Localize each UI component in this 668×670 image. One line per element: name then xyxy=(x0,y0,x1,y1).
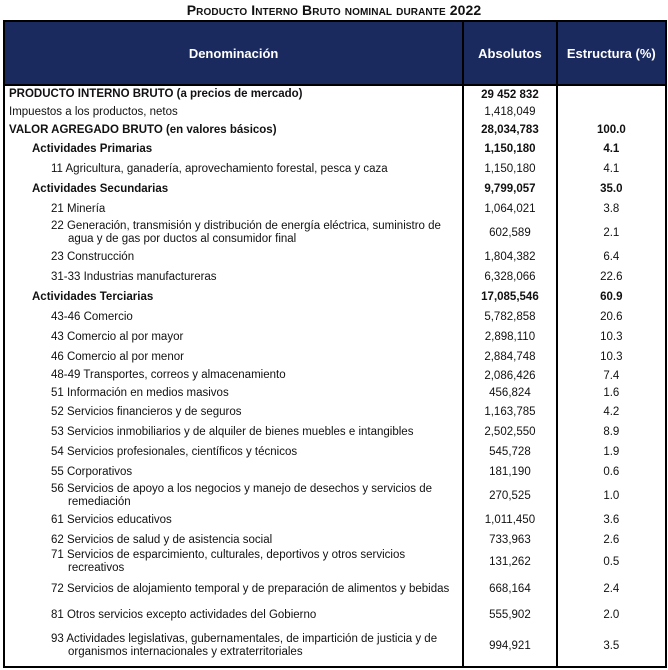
row-estructura: 3.8 xyxy=(556,199,665,219)
row-label: 43-46 Comercio xyxy=(51,310,133,323)
row-absolutos: 1,064,021 xyxy=(462,199,555,219)
row-label: Impuestos a los productos, netos xyxy=(9,105,178,118)
table-row xyxy=(5,367,665,384)
row-estructura: 1.6 xyxy=(556,384,665,402)
table-row xyxy=(5,327,665,347)
row-absolutos: 270,525 xyxy=(462,482,555,510)
row-label: 56 Servicios de apoyo a los negocios y manejo de desechos y servicios de remediación xyxy=(51,483,432,508)
row-absolutos: 29 452 832 xyxy=(462,86,555,103)
row-estructura: 4.2 xyxy=(556,402,665,422)
table-header xyxy=(5,22,665,86)
row-label-cell xyxy=(5,199,462,219)
row-absolutos: 602,589 xyxy=(462,219,555,247)
table-row xyxy=(5,604,665,626)
row-absolutos: 1,150,180 xyxy=(462,139,555,159)
row-label: 51 Información en medios masivos xyxy=(51,386,229,399)
row-estructura: 10.3 xyxy=(556,347,665,367)
table-row xyxy=(5,442,665,462)
row-absolutos: 1,011,450 xyxy=(462,510,555,530)
header-absolutos: Absolutos xyxy=(462,22,555,84)
row-label-cell xyxy=(5,462,462,482)
row-absolutos: 2,086,426 xyxy=(462,367,555,384)
row-estructura: 4.1 xyxy=(556,139,665,159)
table-row xyxy=(5,510,665,530)
row-absolutos: 733,963 xyxy=(462,530,555,550)
row-label: 72 Servicios de alojamiento temporal y de preparación de alimentos y bebidas xyxy=(51,582,450,595)
row-estructura: 100.0 xyxy=(556,121,665,139)
table-row xyxy=(5,307,665,327)
row-label-cell xyxy=(5,219,462,247)
table-row xyxy=(5,139,665,159)
row-label-cell xyxy=(5,267,462,287)
row-label-cell xyxy=(5,103,462,121)
row-estructura: 60.9 xyxy=(556,287,665,307)
row-estructura: 2.6 xyxy=(556,530,665,550)
row-label-cell xyxy=(5,86,462,103)
row-estructura: 0.6 xyxy=(556,462,665,482)
row-label-cell xyxy=(5,159,462,179)
row-label-cell xyxy=(5,247,462,267)
row-label: 23 Construcción xyxy=(51,250,135,263)
row-estructura: 20.6 xyxy=(556,307,665,327)
row-label-cell xyxy=(5,347,462,367)
row-label: 46 Comercio al por menor xyxy=(51,350,184,363)
table-row xyxy=(5,179,665,199)
row-estructura: 6.4 xyxy=(556,247,665,267)
row-label: 22 Generación, transmisión y distribución de energía eléctrica, suministro de agua y de gas por ductos al consumidor final xyxy=(51,220,441,245)
row-estructura: 0.5 xyxy=(556,550,665,574)
table-row xyxy=(5,626,665,666)
row-absolutos: 6,328,066 xyxy=(462,267,555,287)
row-absolutos: 668,164 xyxy=(462,574,555,604)
table-title: Producto Interno Bruto nominal durante 2022 xyxy=(186,2,482,18)
row-label-cell xyxy=(5,482,462,510)
row-label-cell xyxy=(5,179,462,199)
row-label-cell xyxy=(5,367,462,384)
row-label-cell xyxy=(5,327,462,347)
row-label: 11 Agricultura, ganadería, aprovechamiento forestal, pesca y caza xyxy=(51,162,388,175)
row-label-cell xyxy=(5,626,462,666)
row-label-cell xyxy=(5,402,462,422)
table-row xyxy=(5,422,665,442)
row-estructura: 7.4 xyxy=(556,367,665,384)
row-label: VALOR AGREGADO BRUTO (en valores básicos) xyxy=(9,123,277,136)
row-estructura: 1.9 xyxy=(556,442,665,462)
row-label: 81 Otros servicios excepto actividades del Gobierno xyxy=(51,608,317,621)
table-row xyxy=(5,199,665,219)
row-absolutos: 17,085,546 xyxy=(462,287,555,307)
table-row xyxy=(5,159,665,179)
row-label: 53 Servicios inmobiliarios y de alquiler de bienes muebles e intangibles xyxy=(51,425,414,438)
row-label-cell xyxy=(5,530,462,550)
row-absolutos: 28,034,783 xyxy=(462,121,555,139)
row-estructura: 4.1 xyxy=(556,159,665,179)
row-label: Actividades Secundarias xyxy=(32,182,169,195)
row-absolutos: 5,782,858 xyxy=(462,307,555,327)
row-label-cell xyxy=(5,510,462,530)
table-row xyxy=(5,402,665,422)
table-row xyxy=(5,287,665,307)
table-row xyxy=(5,219,665,247)
row-absolutos: 545,728 xyxy=(462,442,555,462)
row-label: 21 Minería xyxy=(51,202,106,215)
row-label: 54 Servicios profesionales, científicos y técnicos xyxy=(51,445,298,458)
row-label-cell xyxy=(5,121,462,139)
row-label-cell xyxy=(5,287,462,307)
row-label: 48-49 Transportes, correos y almacenamiento xyxy=(51,369,286,381)
gdp-table xyxy=(3,20,667,668)
header-denominacion: Denominación xyxy=(188,45,279,61)
row-absolutos: 2,884,748 xyxy=(462,347,555,367)
row-label: 61 Servicios educativos xyxy=(51,513,172,526)
row-label-cell xyxy=(5,384,462,402)
row-label: 52 Servicios financieros y de seguros xyxy=(51,405,242,418)
row-estructura: 35.0 xyxy=(556,179,665,199)
row-absolutos: 456,824 xyxy=(462,384,555,402)
table-row xyxy=(5,103,665,121)
table-row xyxy=(5,121,665,139)
row-estructura: 2.4 xyxy=(556,574,665,604)
row-estructura: 2.0 xyxy=(556,604,665,626)
table-row xyxy=(5,574,665,604)
row-label-cell xyxy=(5,550,462,574)
row-absolutos: 1,804,382 xyxy=(462,247,555,267)
row-estructura: 3.5 xyxy=(556,626,665,666)
table-row xyxy=(5,482,665,510)
row-label-cell xyxy=(5,604,462,626)
row-absolutos: 131,262 xyxy=(462,550,555,574)
table-row xyxy=(5,550,665,574)
row-label-cell xyxy=(5,574,462,604)
row-absolutos: 181,190 xyxy=(462,462,555,482)
row-absolutos: 9,799,057 xyxy=(462,179,555,199)
row-estructura: 3.6 xyxy=(556,510,665,530)
row-absolutos: 994,921 xyxy=(462,626,555,666)
row-label-cell xyxy=(5,422,462,442)
row-label: PRODUCTO INTERNO BRUTO (a precios de mercado) xyxy=(9,88,303,100)
row-absolutos: 2,898,110 xyxy=(462,327,555,347)
row-label: Actividades Primarias xyxy=(32,142,153,155)
table-body xyxy=(5,86,665,666)
table-row xyxy=(5,247,665,267)
row-label: 31-33 Industrias manufactureras xyxy=(51,270,217,283)
row-estructura: 8.9 xyxy=(556,422,665,442)
table-row xyxy=(5,347,665,367)
row-label: 71 Servicios de esparcimiento, culturales, deportivos y otros servicios recreativos xyxy=(51,549,406,574)
row-label-cell xyxy=(5,139,462,159)
row-label: 55 Corporativos xyxy=(51,465,133,478)
row-label-cell xyxy=(5,442,462,462)
row-absolutos: 1,163,785 xyxy=(462,402,555,422)
row-label: 93 Actividades legislativas, gubernamentales, de impartición de justicia y de organismos internacionales y extraterritoriales xyxy=(51,633,438,658)
row-label: 62 Servicios de salud y de asistencia social xyxy=(51,533,273,546)
row-estructura xyxy=(556,103,665,121)
row-absolutos: 2,502,550 xyxy=(462,422,555,442)
row-label: Actividades Terciarias xyxy=(32,290,154,303)
row-absolutos: 555,902 xyxy=(462,604,555,626)
table-row xyxy=(5,462,665,482)
table-row xyxy=(5,86,665,103)
row-estructura xyxy=(556,86,665,103)
row-estructura: 22.6 xyxy=(556,267,665,287)
row-estructura: 2.1 xyxy=(556,219,665,247)
row-absolutos: 1,418,049 xyxy=(462,103,555,121)
row-label-cell xyxy=(5,307,462,327)
row-label: 43 Comercio al por mayor xyxy=(51,330,184,343)
table-row xyxy=(5,384,665,402)
table-row xyxy=(5,530,665,550)
header-estructura: Estructura (%) xyxy=(556,22,665,84)
row-absolutos: 1,150,180 xyxy=(462,159,555,179)
table-row xyxy=(5,267,665,287)
row-estructura: 1.0 xyxy=(556,482,665,510)
row-estructura: 10.3 xyxy=(556,327,665,347)
